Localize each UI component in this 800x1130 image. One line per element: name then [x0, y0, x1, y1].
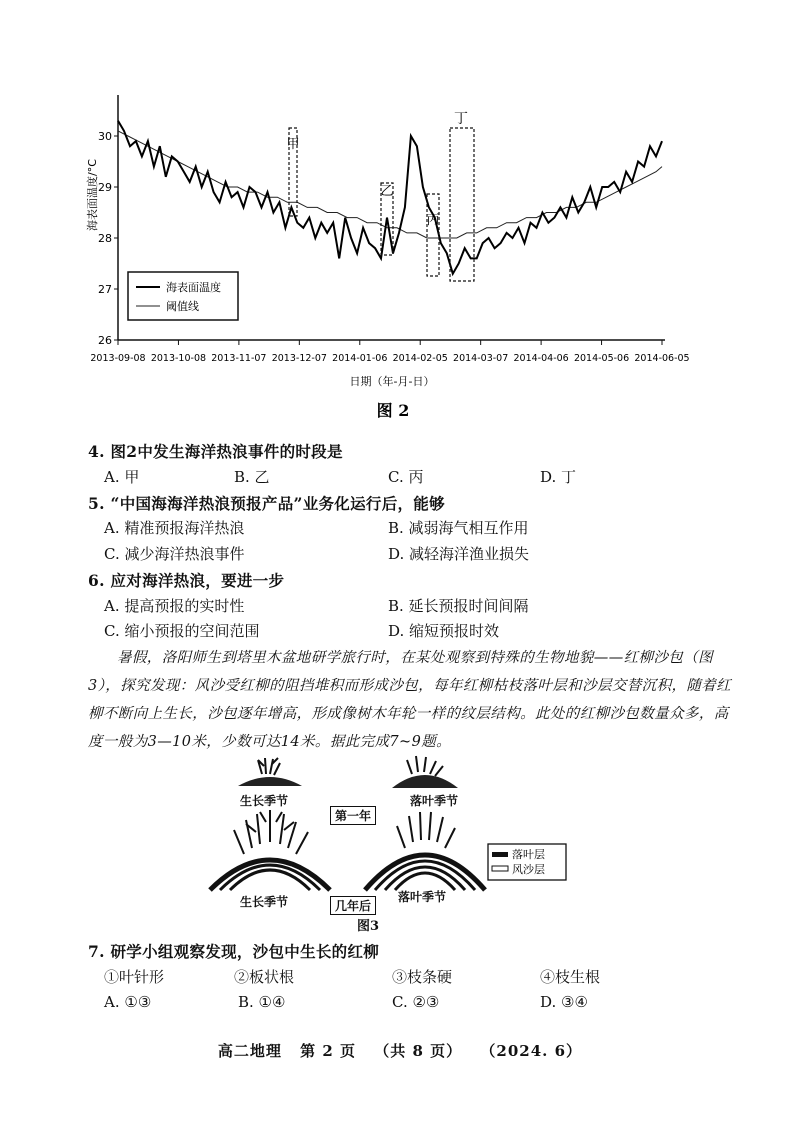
page-footer: [0, 1040, 800, 1061]
legend-label-sst: 海表面温度: [166, 281, 221, 294]
q6-stem: 6. 应对海洋热浪，要进一步: [88, 571, 285, 590]
x-tick-label: 2013-12-07: [271, 353, 327, 364]
y-tick-label: 28: [98, 232, 112, 245]
footer-subject: 高二地理: [217, 1042, 282, 1060]
q7-option-a[interactable]: A. ①③: [104, 993, 152, 1011]
x-tick-label: 2014-04-06: [513, 353, 569, 364]
q4-option-c[interactable]: C. 丙: [388, 468, 424, 486]
x-tick-label: 2013-11-07: [211, 353, 267, 364]
fig3-label-year-one: 第一年: [330, 806, 376, 825]
annotation-jia: 甲: [286, 137, 300, 152]
q7-item-1: ①叶针形: [104, 968, 165, 986]
x-tick-label: 2014-03-07: [453, 353, 509, 364]
q7-option-d[interactable]: D. ③④: [540, 993, 588, 1011]
sst-line-chart: [0, 0, 800, 420]
q5-option-d[interactable]: D. 减轻海洋渔业损失: [388, 545, 530, 563]
y-tick-label: 26: [98, 334, 112, 347]
q5-option-b[interactable]: B. 减弱海气相互作用: [388, 519, 529, 537]
y-tick-label: 30: [98, 130, 112, 143]
q4-option-a[interactable]: A. 甲: [104, 468, 140, 486]
fig3-legend-leaf: 落叶层: [512, 848, 545, 861]
q7-option-c[interactable]: C. ②③: [392, 993, 440, 1011]
x-tick-label: 2013-10-08: [150, 353, 207, 364]
footer-page: 第 2 页: [300, 1042, 357, 1060]
q6-option-d[interactable]: D. 缩短预报时效: [388, 622, 500, 640]
figure-3-diagram: [200, 752, 570, 912]
q5-option-a[interactable]: A. 精准预报海洋热浪: [104, 519, 245, 537]
q7-item-4: ④枝生根: [540, 968, 601, 986]
legend-label-threshold: 阈值线: [166, 300, 199, 313]
fig3-label-fall-later: 落叶季节: [398, 890, 447, 904]
footer-total: （共 8 页）: [374, 1042, 463, 1060]
q6-option-b[interactable]: B. 延长预报时间间隔: [388, 597, 529, 615]
q4-stem: 4. 图2中发生海洋热浪事件的时段是: [88, 442, 343, 461]
annotation-yi: 乙: [380, 184, 394, 199]
mound-later-fall: [365, 812, 485, 890]
q6-option-c[interactable]: C. 缩小预报的空间范围: [104, 622, 260, 640]
x-tick-label: 2014-02-05: [392, 353, 448, 364]
q7-item-2: ②板状根: [234, 968, 295, 986]
figure-3-caption: 图3: [357, 919, 380, 934]
q5-stem: 5. “中国海海洋热浪预报产品”业务化运行后，能够: [88, 494, 445, 513]
fig3-legend-leaf-swatch: [492, 852, 508, 857]
fig3-label-fall-year1: 落叶季节: [410, 794, 459, 808]
fig3-label-growth-year1: 生长季节: [240, 794, 289, 808]
q7-option-b[interactable]: B. ①④: [238, 993, 286, 1011]
fig3-label-growth-later: 生长季节: [240, 895, 289, 909]
annotation-ding: 丁: [454, 111, 468, 127]
x-tick-label: 2014-05-06: [573, 353, 630, 364]
y-axis-label: 海表面温度/°C: [86, 159, 99, 231]
mound-later-growth: [210, 810, 330, 890]
y-tick-label: 27: [98, 283, 112, 296]
q5-option-c[interactable]: C. 减少海洋热浪事件: [104, 545, 245, 563]
x-tick-label: 2014-06-05: [634, 353, 690, 364]
annotation-bing: 丙: [426, 213, 440, 228]
fig3-legend-sand: 风沙层: [512, 863, 545, 876]
q4-option-d[interactable]: D. 丁: [540, 468, 577, 486]
y-tick-label: 29: [98, 181, 112, 194]
q7-stem: 7. 研学小组观察发现，沙包中生长的红柳: [88, 942, 380, 961]
footer-date: （2024. 6）: [480, 1042, 583, 1060]
q7-item-3: ③枝条硬: [392, 968, 453, 986]
x-axis-label: 日期（年-月-日）: [349, 375, 435, 388]
mound-year1-fall: [392, 756, 458, 788]
passage-text: 暑假，洛阳师生到塔里木盆地研学旅行时，在某处观察到特殊的生物地貌——红柳沙包（图3），探究发现：风沙受红柳的阻挡堆积而形成沙包，每年红柳枯枝落叶层和沙层交替沉积，随着红柳不断向上生长，沙包逐年增高，形成像树木年轮一样的纹层结构。此处的红柳沙包数量众多，高度一般为3—10米，少数可达14米。据此完成7~9题。: [88, 650, 732, 750]
x-tick-label: 2014-01-06: [332, 353, 388, 364]
fig3-label-years-later: 几年后: [330, 896, 376, 915]
mound-year1-growth: [238, 758, 302, 786]
fig3-legend-sand-swatch: [492, 866, 508, 871]
figure-2-caption: 图 2: [376, 401, 410, 420]
x-tick-label: 2013-09-08: [90, 353, 146, 364]
q6-option-a[interactable]: A. 提高预报的实时性: [104, 597, 245, 615]
q4-option-b[interactable]: B. 乙: [234, 468, 270, 486]
